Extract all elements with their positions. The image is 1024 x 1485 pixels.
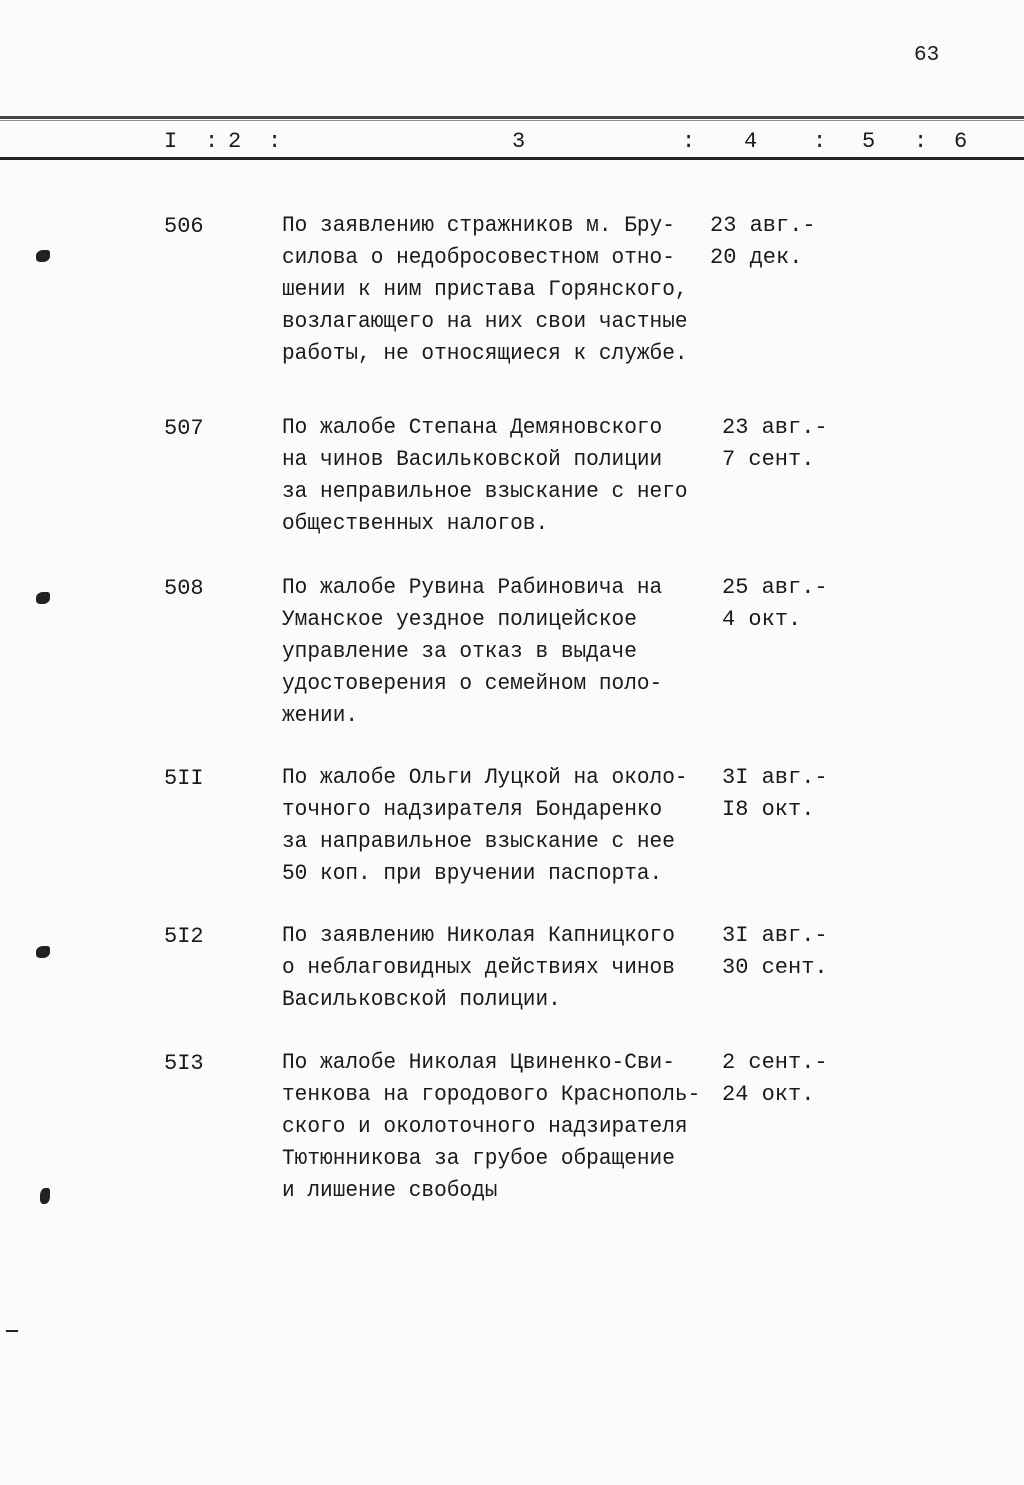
entry-text: По жалобе Ольги Луцкой на около- точного надзирателя Бондаренко за направильное взыскание с нее 50 коп. при вручении паспорта.: [282, 765, 688, 886]
entry-dates: 23 авг.- 20 дек.: [710, 213, 816, 270]
binder-hole-mark: [36, 592, 50, 604]
entry-number: 507: [164, 416, 204, 441]
entry-number: 506: [164, 214, 204, 239]
header-separator: :: [268, 129, 282, 154]
entry-dates: 25 авг.- 4 окт.: [722, 575, 828, 632]
header-separator: :: [813, 129, 827, 154]
entry-text: По заявлению стражников м. Бру- силова о недобросовестном отно- шении к ним пристава Горянского, возлагающего на них свои частные работы, не относящиеся к службе.: [282, 213, 688, 366]
margin-mark: [6, 1330, 18, 1332]
entry-text: По жалобе Рувина Рабиновича на Уманское уездное полицейское управление за отказ в выдаче удостоверения о семейном поло- жении.: [282, 575, 663, 728]
header-bottom-rule: [0, 157, 1024, 160]
entry-text: По жалобе Николая Цвиненко-Сви- тенкова на городового Краснополь- ского и околоточного надзирателя Тютюнникова за грубое обращение и лишение свободы: [282, 1050, 701, 1203]
binder-hole-mark: [36, 946, 50, 958]
page-number: 63: [914, 44, 940, 67]
header-separator: :: [682, 129, 696, 154]
header-top-rule: [0, 116, 1024, 119]
header-separator: :: [205, 129, 219, 154]
header-col-5: 5: [862, 129, 876, 154]
header-separator: :: [914, 129, 928, 154]
entry-text: По заявлению Николая Капницкого о неблаговидных действиях чинов Васильковской полиции.: [282, 923, 675, 1012]
entry-number: 5II: [164, 766, 204, 791]
header-col-2: 2: [228, 129, 242, 154]
entry-number: 5I3: [164, 1051, 204, 1076]
entry-dates: 3I авг.- I8 окт.: [722, 765, 828, 822]
entry-number: 5I2: [164, 924, 204, 949]
entry-dates: 3I авг.- 30 сент.: [722, 923, 828, 980]
binder-hole-mark: [36, 250, 50, 262]
entry-number: 508: [164, 576, 204, 601]
header-top-rule-thin: [0, 120, 1024, 121]
header-col-4: 4: [744, 129, 758, 154]
entry-text: По жалобе Степана Демяновского на чинов Васильковской полиции за неправильное взыскание с него общественных налогов.: [282, 415, 688, 536]
header-col-3: 3: [512, 129, 526, 154]
entry-dates: 23 авг.- 7 сент.: [722, 415, 828, 472]
binder-hole-mark: [40, 1188, 50, 1204]
header-col-1: I: [164, 129, 178, 154]
entry-dates: 2 сент.- 24 окт.: [722, 1050, 828, 1107]
header-col-6: 6: [954, 129, 968, 154]
